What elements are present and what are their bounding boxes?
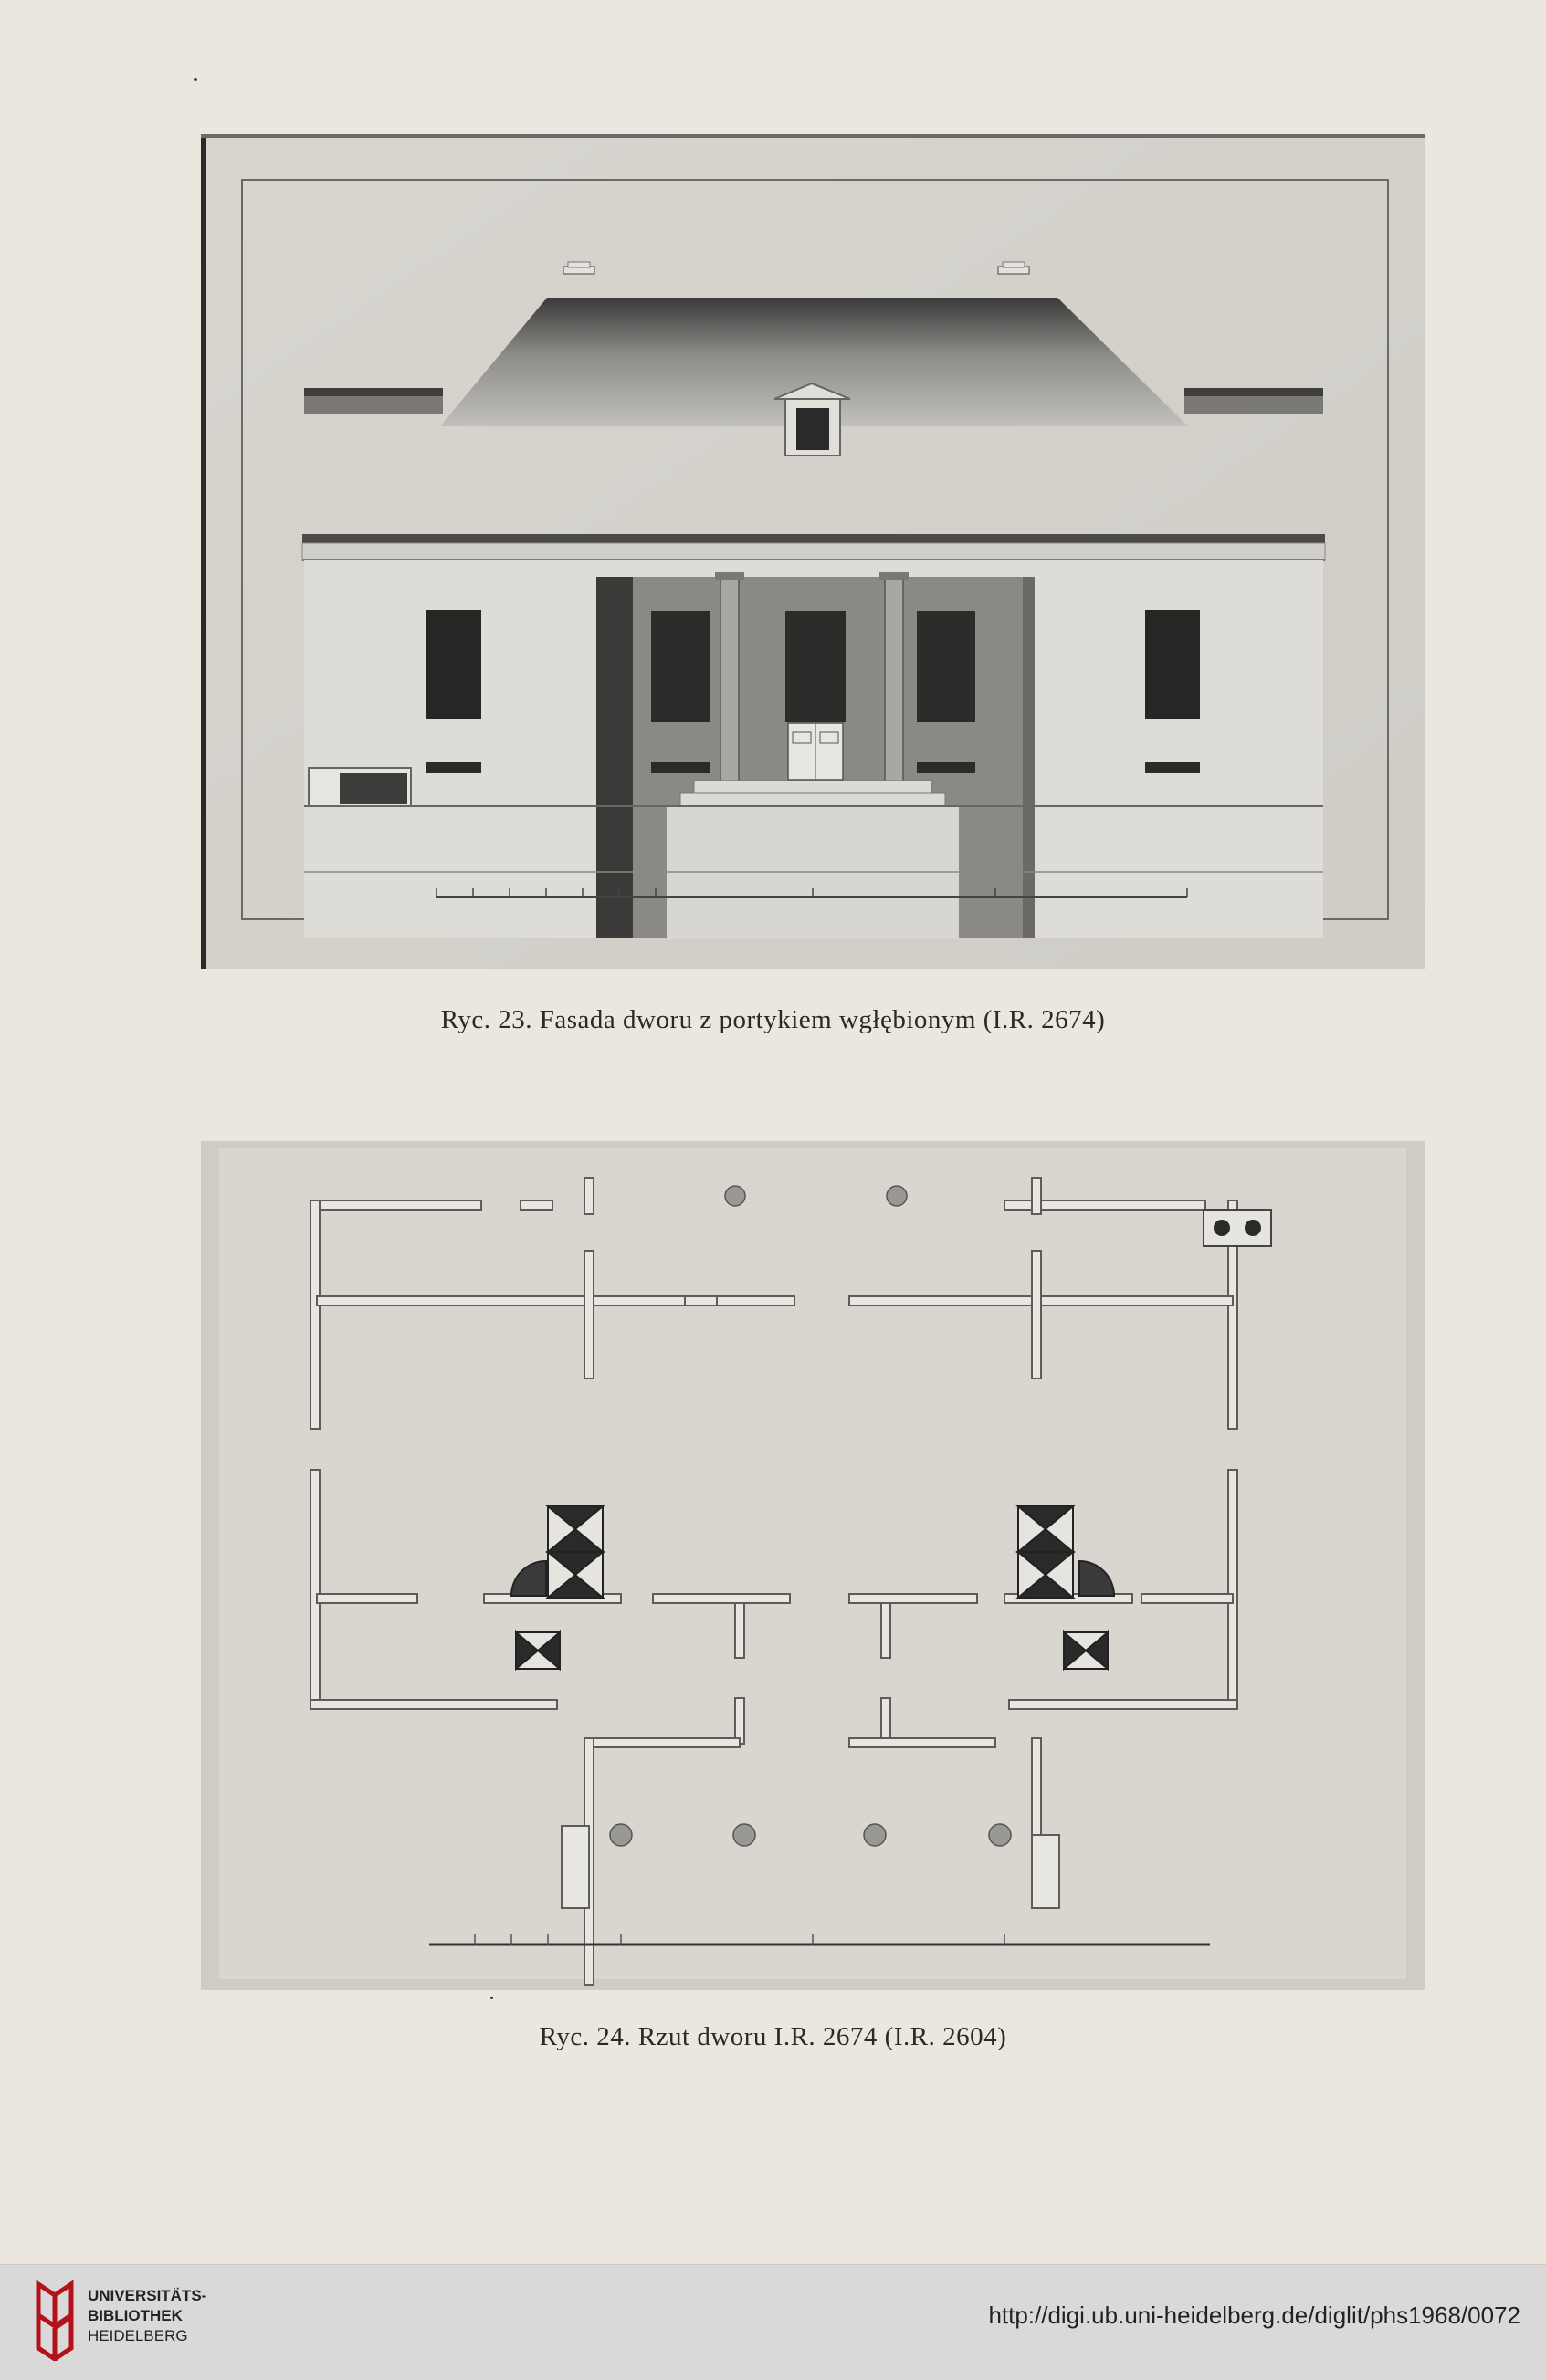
figure-caption-24: Ryc. 24. Rzut dworu I.R. 2674 (I.R. 2604) <box>539 2022 1007 2051</box>
scan-speck <box>490 1997 493 1999</box>
floor-plan-drawing <box>201 1141 1425 1990</box>
university-library-logo-icon <box>31 2279 77 2361</box>
facade-drawing <box>201 134 1425 969</box>
library-name-line3: HEIDELBERG <box>88 2327 188 2344</box>
scan-speck <box>194 78 197 81</box>
source-url-link[interactable]: http://digi.ub.uni-heidelberg.de/diglit/phs1968/0072 <box>988 2301 1520 2329</box>
library-name-line2: BIBLIOTHEK <box>88 2307 183 2324</box>
figure-caption-23: Ryc. 23. Fasada dworu z portykiem wgłębionym (I.R. 2674) <box>440 1005 1106 1034</box>
floor-plan-figure <box>201 1141 1425 1990</box>
facade-figure <box>201 134 1425 969</box>
library-name <box>88 2286 270 2346</box>
library-name-line1: UNIVERSITÄTS- <box>88 2287 207 2304</box>
